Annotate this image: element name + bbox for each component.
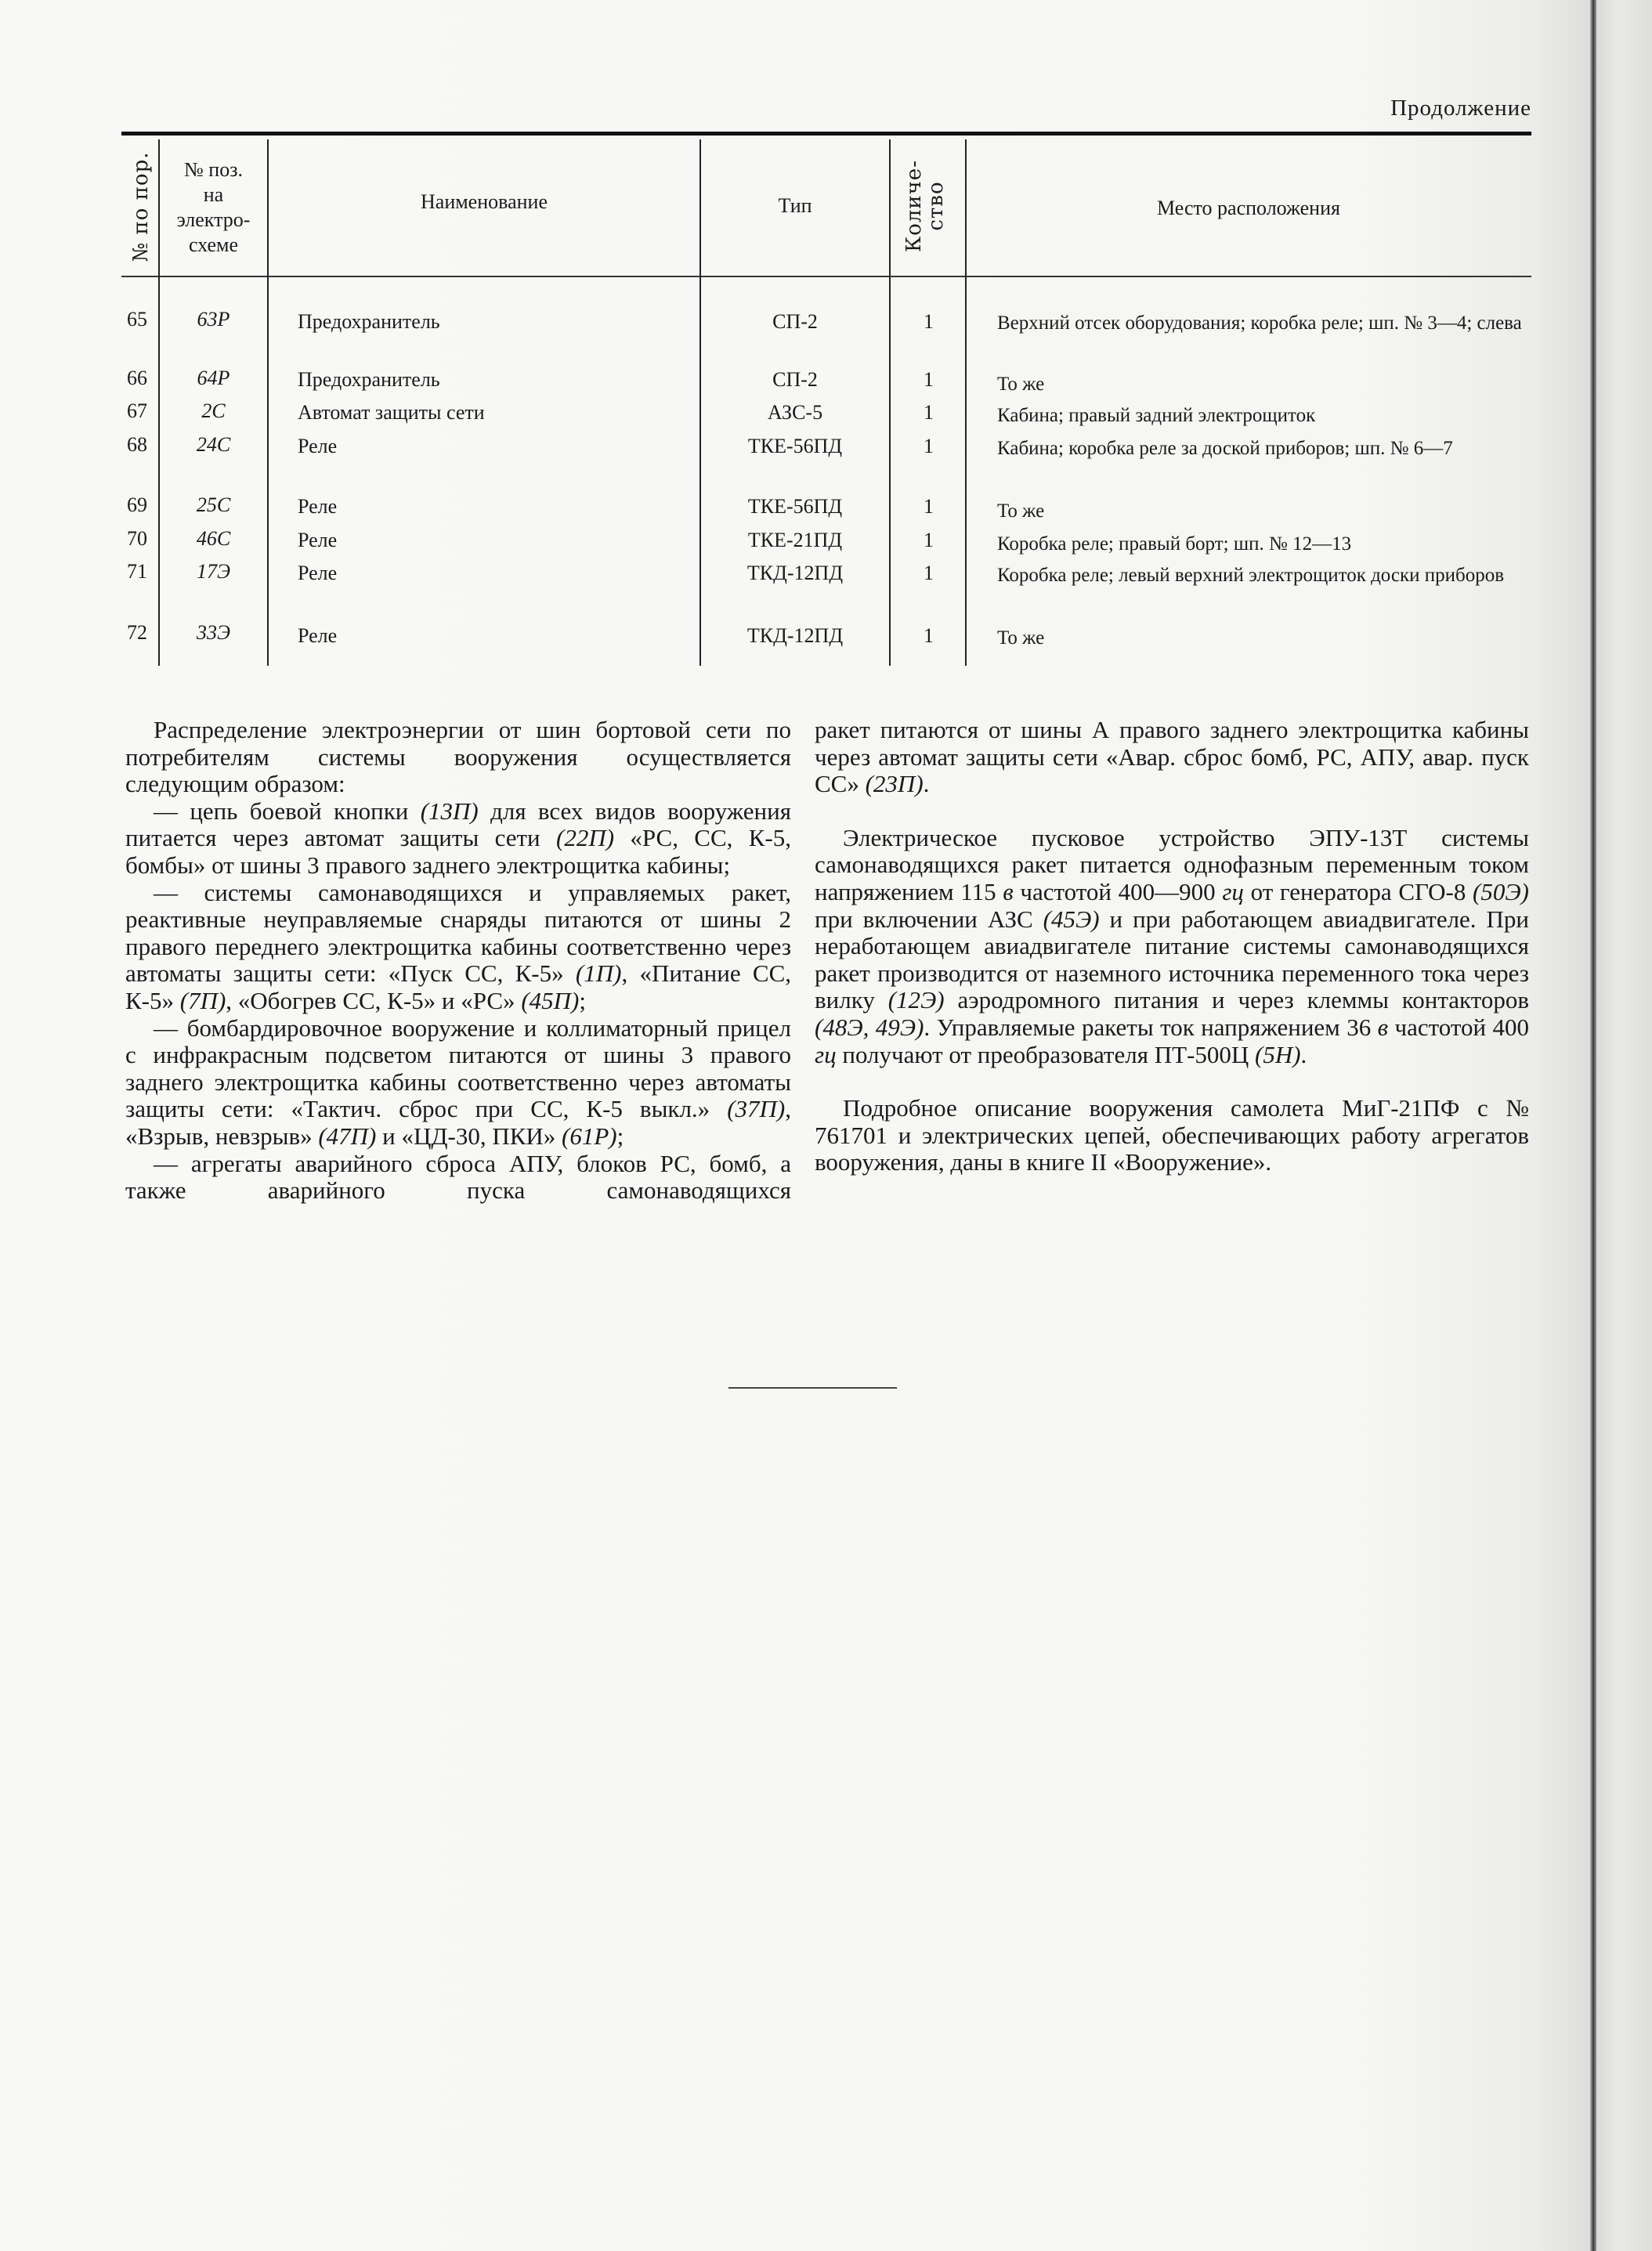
paragraph: Электрическое пусковое устройство ЭПУ-13Т системы самонаводящихся ракет питается однофазным переменным током напряжением 115 в частотой 400—900 гц от генератора СГО-8 (50Э) при включении АЗС (45Э) и при работающем авиадвигателе. При неработающем авиадвигателе питание системы самонаводящихся ракет производится от наземного источника переменного тока через вилку (12Э) аэродромного питания и через клеммы контакторов (48Э, 49Э). Управляемые ракеты ток напряжением 36 в частотой 400 гц получают от преобразователя ПТ-500Ц (5Н). [815, 823, 1529, 1068]
column-divider [889, 139, 891, 666]
row-name: Реле [298, 529, 338, 551]
row-location: Коробка реле; правый борт; шп. № 12—13 [997, 533, 1352, 555]
row-type: СП-2 [772, 368, 818, 391]
paragraph: Подробное описание вооружения самолета МиГ-21ПФ с № 761701 и электрических цепей, обеспечивающих работу агрегатов вооружения, даны в книге II «Вооружение». [815, 1094, 1529, 1176]
row-pos: 46С [196, 527, 231, 550]
row-name: Реле [298, 562, 338, 584]
row-location: Кабина; правый задний электрощиток [997, 405, 1316, 426]
paragraph: — цепь боевой кнопки (13П) для всех видов вооружения питается через автомат защиты сети (22П) «РС, СС, К-5, бомбы» от шины 3 правого заднего электрощитка кабины; [125, 797, 791, 879]
header-qty-line: ство [924, 181, 948, 231]
circuit-ref: (37П) [727, 1095, 786, 1123]
circuit-ref: (45П) [521, 986, 580, 1014]
row-pos: 64Р [197, 367, 230, 389]
header-pos-line: схеме [188, 233, 239, 256]
continuation-label: Продолжение [1390, 96, 1531, 121]
row-location: То же [997, 627, 1045, 649]
row-name: Предохранитель [298, 368, 440, 391]
row-type: ТКЕ-56ПД [747, 495, 843, 518]
circuit-ref: (47П) [318, 1122, 377, 1150]
row-num: 71 [127, 560, 147, 583]
row-num: 67 [127, 399, 147, 422]
header-qty-line: Количе- [902, 160, 926, 252]
row-location: То же [997, 500, 1045, 522]
header-pos-line: на [203, 183, 224, 206]
paragraph: Распределение электроэнергии от шин бортовой сети по потребителям системы вооружения осуществляется следующим образом: [125, 716, 791, 798]
row-num: 72 [127, 621, 147, 644]
row-name: Реле [298, 435, 338, 457]
row-qty: 1 [924, 310, 934, 333]
row-type: ТКД-12ПД [746, 624, 844, 647]
unit: гц [1222, 877, 1244, 905]
header-num: № по пор. [129, 151, 153, 262]
row-qty: 1 [924, 495, 934, 518]
circuit-ref: (12Э) [887, 986, 945, 1014]
row-pos: 17Э [196, 560, 231, 583]
circuit-ref: (23П) [865, 770, 924, 798]
circuit-ref: (7П) [179, 986, 226, 1014]
paragraph: — бомбардировочное вооружение и коллиматорный прицел с инфракрасным подсветом питаются от шины 3 правого заднего электрощитка кабины соответственно через автоматы защиты сети: «Тактич. сброс при СС, К-5 выкл.» (37П), «Взрыв, невзрыв» (47П) и «ЦД-30, ПКИ» (61Р); [125, 1013, 791, 1150]
row-name: Реле [298, 495, 338, 518]
row-type: ТКД-12ПД [746, 562, 844, 584]
row-qty: 1 [924, 401, 934, 424]
header-type: Тип [778, 194, 812, 217]
row-num: 69 [127, 493, 147, 516]
table-top-rule [121, 132, 1531, 135]
unit: в [1003, 877, 1014, 905]
header-name: Наименование [421, 190, 548, 213]
row-num: 70 [127, 527, 147, 550]
circuit-ref: (1П) [575, 959, 622, 988]
circuit-ref: (48Э, 49Э) [815, 1013, 924, 1041]
row-location: Коробка реле; левый верхний электрощиток доски приборов [997, 565, 1505, 586]
row-pos: 63Р [197, 308, 230, 331]
row-qty: 1 [924, 529, 934, 551]
page-binding-shadow [1590, 0, 1596, 2251]
header-qty [903, 147, 947, 265]
header-location: Место расположения [1157, 196, 1340, 219]
row-pos: 24С [196, 433, 231, 456]
adjacent-page-edge [1596, 0, 1652, 2251]
row-pos: 33Э [196, 621, 231, 644]
row-num: 68 [127, 433, 147, 456]
row-name: Предохранитель [298, 310, 440, 333]
row-type: АЗС-5 [767, 401, 823, 424]
row-qty: 1 [924, 435, 934, 457]
row-type: ТКЕ-56ПД [747, 435, 843, 457]
circuit-ref: (13П) [420, 797, 479, 825]
row-location: Верхний отсек оборудования; коробка реле; шп. № 3—4; слева [997, 313, 1522, 334]
header-pos-line: № поз. [184, 158, 243, 181]
unit: в [1377, 1013, 1389, 1041]
paragraph: — агрегаты аварийного сброса АПУ, блоков РС, бомб, а также аварийного пуска самонаводящихся [125, 1149, 791, 1205]
row-pos: 25С [196, 493, 231, 516]
row-num: 65 [127, 308, 147, 331]
body-text-left-column [125, 717, 791, 1205]
circuit-ref: (50Э) [1473, 877, 1529, 905]
header-pos [160, 139, 267, 276]
row-qty: 1 [924, 562, 934, 584]
row-name: Реле [298, 624, 338, 647]
row-type: СП-2 [772, 310, 818, 333]
circuit-ref: (5Н) [1255, 1040, 1301, 1068]
paragraph: — системы самонаводящихся и управляемых ракет, реактивные неуправляемые снаряды питаются от шины 2 правого переднего электрощитка кабины соответственно через автоматы защиты сети: «Пуск СС, К-5» (1П), «Питание СС, К-5» (7П), «Обогрев СС, К-5» и «РС» (45П); [125, 878, 791, 1014]
circuit-ref: (61Р) [562, 1122, 617, 1150]
body-text-right-column [815, 717, 1529, 1176]
section-end-rule [728, 1387, 897, 1389]
row-name: Автомат защиты сети [298, 401, 485, 424]
circuit-ref: (45Э) [1043, 905, 1100, 933]
row-location: То же [997, 374, 1045, 395]
circuit-ref: (22П) [556, 824, 615, 852]
paragraph: ракет питаются от шины А правого заднего электрощитка кабины через автомат защиты сети «Авар. сброс бомб, РС, АПУ, авар. пуск СС» (23П). [815, 716, 1529, 798]
header-pos-line: электро- [176, 208, 251, 231]
row-location: Кабина; коробка реле за доской приборов; шп. № 6—7 [997, 438, 1453, 459]
row-num: 66 [127, 367, 147, 389]
row-qty: 1 [924, 368, 934, 391]
row-type: ТКЕ-21ПД [747, 529, 843, 551]
row-pos: 2С [201, 399, 226, 422]
unit: гц [815, 1040, 837, 1068]
row-qty: 1 [924, 624, 934, 647]
